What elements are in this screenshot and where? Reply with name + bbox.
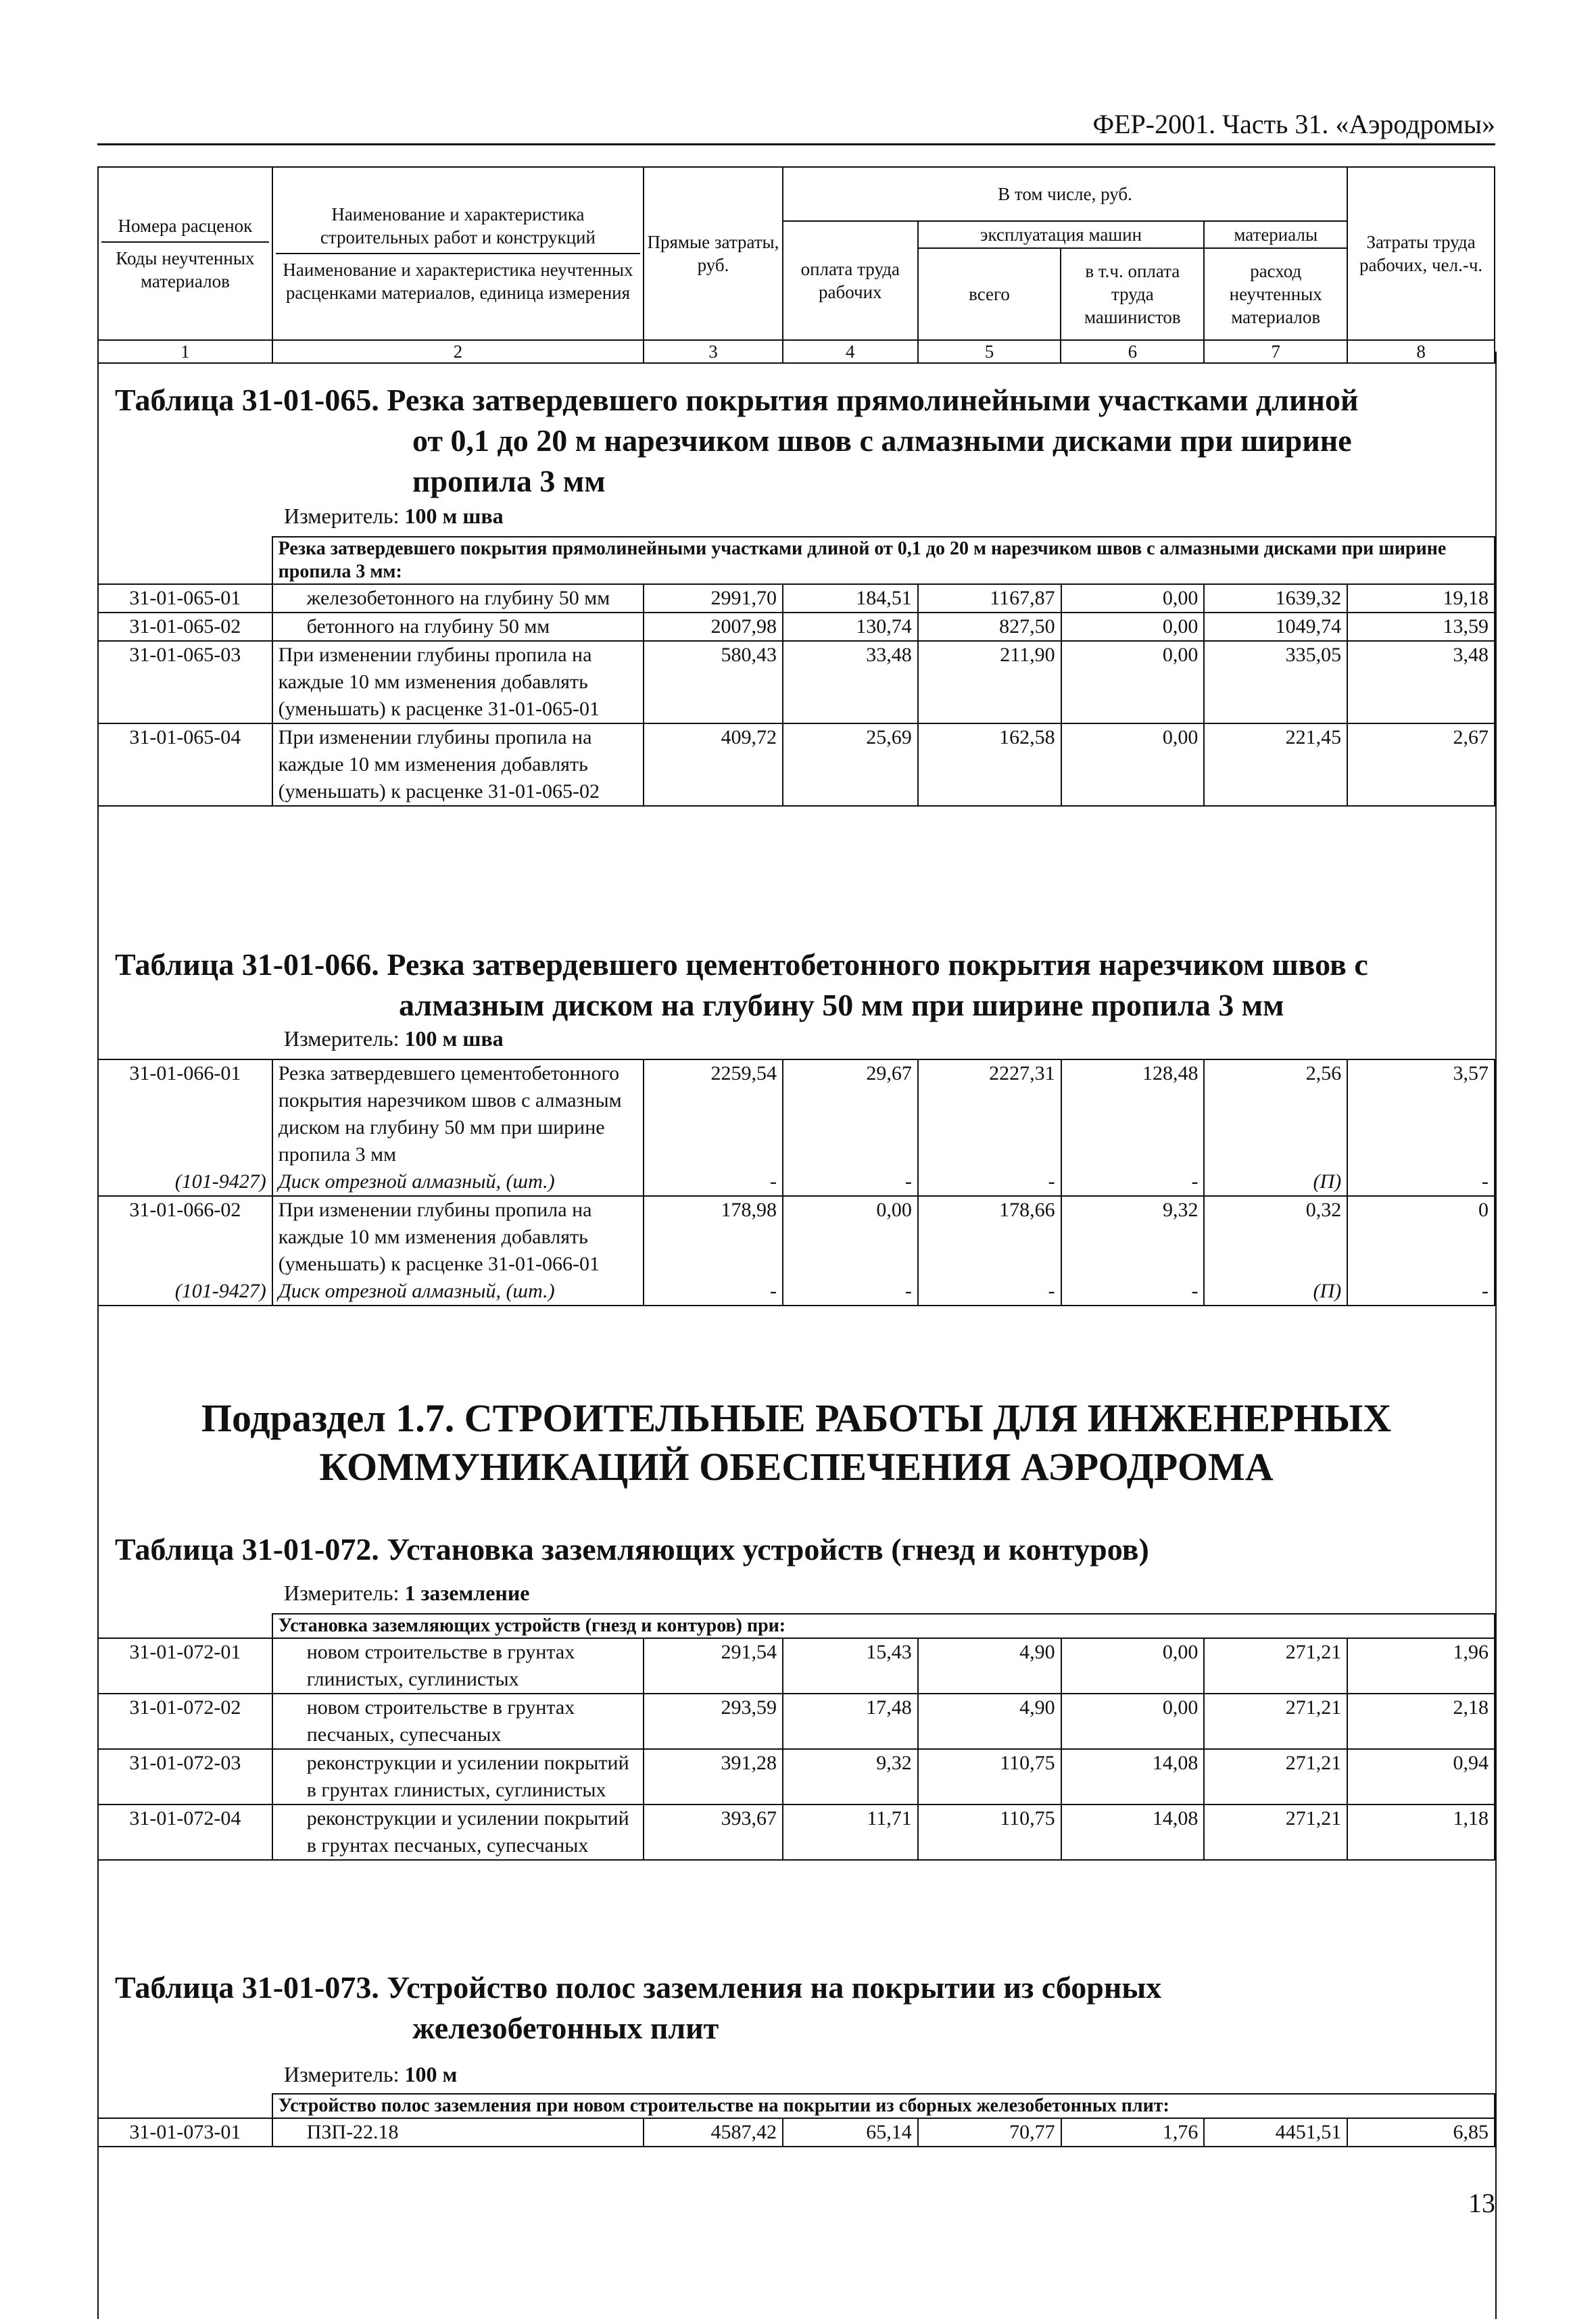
- table-065-group: Резка затвердевшего покрытия прямолинейными участками длиной от 0,1 до 20 м нарезчиком швов с алмазными дисками при ширине пропила 3 мм:: [272, 537, 1495, 584]
- header-materials: материалы: [1204, 221, 1347, 248]
- table-row: 31-01-073-01 ПЗП-22.18 4587,42 65,14 70,77 1,76 4451,51 6,85: [98, 2118, 1495, 2147]
- header-wages: оплата труда рабочих: [783, 221, 918, 340]
- table-row: 31-01-066-02 При изменении глубины пропила на каждые 10 мм изменения добавлять (уменьшать) к расценке 31-01-066-01 178,98 0,00 178,66 9,32 0,32 0: [98, 1196, 1495, 1278]
- table-072-group: Установка заземляющих устройств (гнезд и контуров) при:: [272, 1614, 1495, 1638]
- table-row: 31-01-065-02 бетонного на глубину 50 мм 2007,98 130,74 827,50 0,00 1049,74 13,59: [98, 613, 1495, 641]
- header-num-rates: Номера расценок Коды неучтенных материалов: [98, 167, 272, 340]
- table-row: 31-01-072-02 новом строительстве в грунтах песчаных, супесчаных 293,59 17,48 4,90 0,00 271,21 2,18: [98, 1694, 1495, 1749]
- header-direct: Прямые затраты, руб.: [644, 167, 783, 340]
- table-row: 31-01-072-01 новом строительстве в грунтах глинистых, суглинистых 291,54 15,43 4,90 0,00 271,21 1,96: [98, 1638, 1495, 1694]
- subsection-heading: Подраздел 1.7. СТРОИТЕЛЬНЫЕ РАБОТЫ ДЛЯ ИНЖЕНЕРНЫХ КОММУНИКАЦИЙ ОБЕСПЕЧЕНИЯ АЭРОДРОМА: [201, 1396, 1392, 1489]
- table-row: 31-01-065-03 При изменении глубины пропила на каждые 10 мм изменения добавлять (уменьшать) к расценке 31-01-065-01 580,43 33,48 211,90 0,00 335,05 3,48: [98, 641, 1495, 723]
- table-072: [97, 1613, 1495, 1861]
- table-065: [97, 536, 1495, 807]
- colnum-3: 3: [644, 340, 783, 363]
- header-incl: В том числе, руб.: [783, 167, 1347, 221]
- material-row: (101-9427) Диск отрезной алмазный, (шт.) - - - - (П) -: [98, 1168, 1495, 1196]
- colnum-4: 4: [783, 340, 918, 363]
- table-row: 31-01-066-01 Резка затвердевшего цементобетонного покрытия нарезчиком швов с алмазным диском на глубину 50 мм при ширине пропила 3 мм 2259,54 29,67 2227,31 128,48 2,56 3,57: [98, 1059, 1495, 1168]
- frame-right: [1495, 352, 1497, 2319]
- running-header: ФЕР-2001. Часть 31. «Аэродромы»: [1092, 109, 1495, 139]
- table-073: [97, 2093, 1495, 2147]
- header-mat-unacc: расход неучтенных материалов: [1204, 248, 1347, 340]
- table-row: 31-01-065-04 При изменении глубины пропила на каждые 10 мм изменения добавлять (уменьшать) к расценке 31-01-065-02 409,72 25,69 162,58 0,00 221,45 2,67: [98, 723, 1495, 806]
- column-header-table: [97, 166, 1495, 364]
- colnum-7: 7: [1204, 340, 1347, 363]
- colnum-5: 5: [918, 340, 1061, 363]
- header-name: Наименование и характеристика строительных работ и конструкций Наименование и характеристика неучтенных расценками материалов, единица измерения: [272, 167, 644, 340]
- colnum-6: 6: [1061, 340, 1204, 363]
- page-number: 13: [1468, 2188, 1495, 2218]
- table-065-title: Таблица 31-01-065. Резка затвердевшего покрытия прямолинейными участками длиной от 0,1 до 20 м нарезчиком швов с алмазными дисками при ширине пропила 3 мм: [115, 383, 1359, 498]
- table-row: 31-01-072-03 реконструкции и усилении покрытий в грунтах глинистых, суглинистых 391,28 9,32 110,75 14,08 271,21 0,94: [98, 1749, 1495, 1804]
- table-066-measure: Измеритель: 100 м шва: [284, 1026, 504, 1051]
- table-073-measure: Измеритель: 100 м: [284, 2062, 458, 2086]
- table-066: [97, 1059, 1495, 1306]
- table-066-title: Таблица 31-01-066. Резка затвердевшего цементобетонного покрытия нарезчиком швов с алмазным диском на глубину 50 мм при ширине пропила 3 мм: [115, 947, 1368, 1022]
- header-labor: Затраты труда рабочих, чел.-ч.: [1347, 167, 1495, 340]
- table-072-measure: Измеритель: 1 заземление: [284, 1581, 530, 1605]
- table-row: 31-01-065-01 железобетонного на глубину 50 мм 2991,70 184,51 1167,87 0,00 1639,32 19,18: [98, 584, 1495, 613]
- colnum-1: 1: [98, 340, 272, 363]
- colnum-2: 2: [272, 340, 644, 363]
- header-total: всего: [918, 248, 1061, 340]
- header-rule: [97, 143, 1495, 145]
- table-073-title: Таблица 31-01-073. Устройство полос заземления на покрытии из сборных железобетонных плит: [115, 1970, 1162, 2045]
- table-072-title: Таблица 31-01-072. Установка заземляющих устройств (гнезд и контуров): [115, 1532, 1149, 1567]
- colnum-8: 8: [1347, 340, 1495, 363]
- table-row: 31-01-072-04 реконструкции и усилении покрытий в грунтах песчаных, супесчаных 393,67 11,71 110,75 14,08 271,21 1,18: [98, 1804, 1495, 1860]
- table-073-group: Устройство полос заземления при новом строительстве на покрытии из сборных железобетонных плит:: [272, 2094, 1495, 2118]
- table-065-measure: Измеритель: 100 м шва: [284, 504, 504, 528]
- header-mach-wages: в т.ч. оплата труда машинистов: [1061, 248, 1204, 340]
- material-row: (101-9427) Диск отрезной алмазный, (шт.) - - - - (П) -: [98, 1278, 1495, 1306]
- header-machines: эксплуатация машин: [918, 221, 1205, 248]
